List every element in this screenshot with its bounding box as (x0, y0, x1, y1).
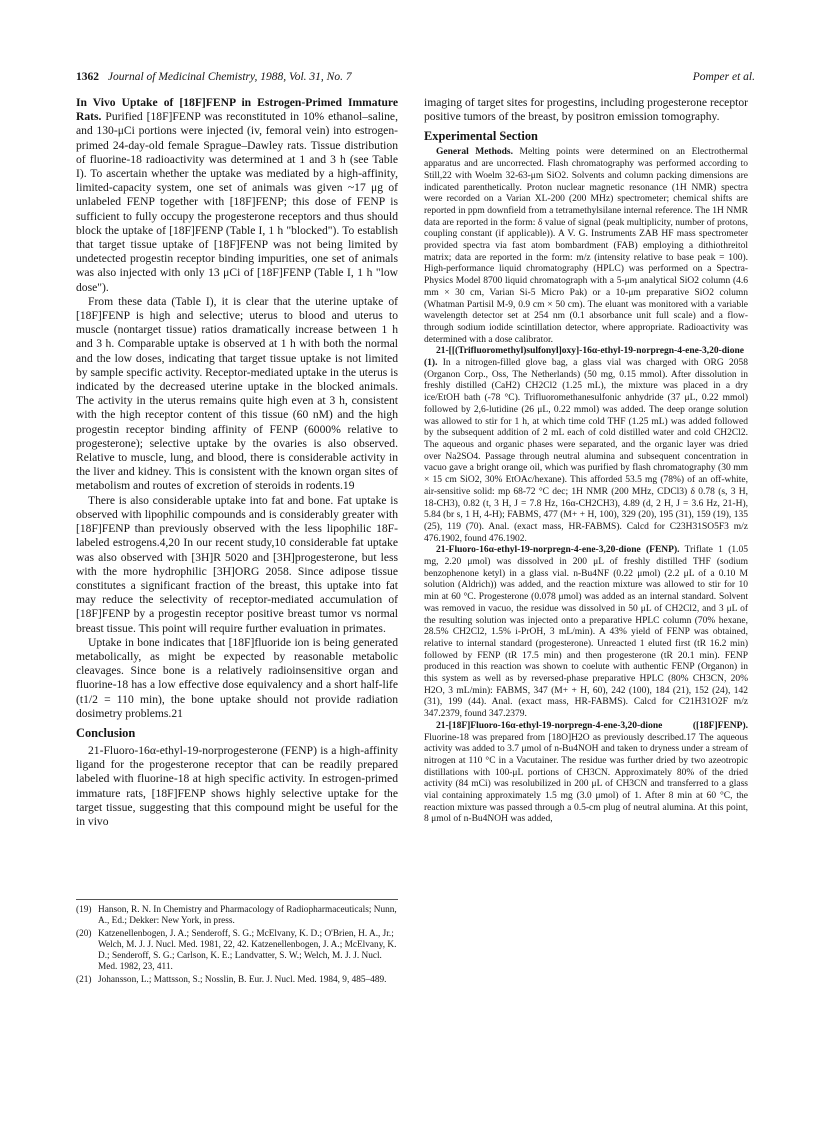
compound-heading: 21-[[(Trifluoromethyl)sulfonyl]oxy]-16α-ethyl-19-norpregn-4-ene-3,20-dione (1). (424, 346, 744, 369)
reference-text: Katzenellenbogen, J. A.; Senderoff, S. G.; McElvany, K. D.; O'Brien, H. A., Jr.; Welch, M. J. J. Nucl. Med. 1981, 22, 42. Katzenellenbogen, J. A.; McElvany, K. D.; Senderoff, S. G.; Carlson, K. E.; Landvatter, S. W.; Welch, M. J. J. Nucl. Med. 1982, 23, 411. (98, 928, 397, 973)
reference-item (76, 929, 398, 974)
paragraph-general-methods (424, 147, 748, 346)
paragraph-18f-fenp (424, 721, 748, 826)
paragraph-fat-bone: There is also considerable uptake into fat and bone. Fat uptake is observed with lipophilic compounds and is considerably greater with [18F]FENP than previously observed with the less lipophilic 18F-labeled estrogens.4,20 In our recent study,10 considerable fat uptake was also observed with [3H]R 5020 and [3H]progesterone, but less with the more hydrophilic [3H]ORG 2058. Since adipose tissue constitutes a significant fraction of the breast, this uptake into fat may reduce the selectivity of receptor-mediated accumulation of [18F]FENP by a progestin receptor positive breast tumor vs normal breast tissue. This point will require further evaluation in primates. (76, 493, 398, 635)
reference-item (76, 905, 398, 928)
section-heading-experimental: Experimental Section (424, 129, 538, 144)
paragraph-text: Melting points were determined on an Electrothermal apparatus and are uncorrected. Flash chromatography was performed according to Still,22 with Woelm 32-63-μm SiO2. Solvents and column packing dimensions are indicated parenthetically. Proton nuclear magnetic resonance (1H NMR) spectra were recorded on a Varian XL-200 (200 MHz) spectrometer; chemical shifts are reported in ppm downfield from a tetramethylsilane internal reference. The 1H NMR data are reported in the form: δ value of signal (peak multiplicity, number of protons, coupling constant (if applicable)). A V. G. Instruments ZAB HF mass spectrometer provided spectra via fast atom bombardment (FAB) employing a dithiothreitol matrix; data are reported in the form: m/z (intensity relative to base peak = 100). High-performance liquid chromatography (HPLC) was performed on a Spectra-Physics Model 8700 liquid chromatograph with a 5-μm analytical SiO2 column (4.6 mm × 30 cm, Varian Si-5 Micro Pak) or a 10-μm preparative SiO2 column (Whatman Partisil M-9, 0.9 cm × 50 cm). The eluant was monitored with a variable wavelength detector set at 254 nm (0.1 absorbance unit full scale) and a flow-through sodium iodide scintillation detector, where appropriate. Radioactivity was determined with a dose calibrator. (424, 147, 749, 345)
section-heading-conclusion: Conclusion (76, 725, 136, 740)
paragraph-in-vivo-uptake (76, 96, 398, 295)
reference-text: Johansson, L.; Mattsson, S.; Nosslin, B. Eur. J. Nucl. Med. 1984, 9, 485–489. (98, 974, 387, 985)
reference-text: Hanson, R. N. In Chemistry and Pharmacology of Radiopharmaceuticals; Nunn, A., Ed.; Dekker: New York, in press. (98, 905, 397, 927)
reference-number: (20) (76, 928, 92, 939)
reference-item (76, 975, 398, 986)
running-authors: Pomper et al. (692, 71, 755, 83)
running-header (76, 71, 755, 89)
paragraph-text: Purified [18F]FENP was reconstituted in 10% ethanol–saline, and 130-μCi portions were injected (iv, femoral vein) into estrogen-primed 24-day-old female Sprague–Dawley rats. Tissue distribution of fluorine-18 radioactivity was determined at 1 and 3 h (see Table I). To ascertain whether the uptake was mediated by a high-affinity, limited-capacity system, one set of animals was given ~17 μg of unlabeled FENP together with [18F]FENP; this dose of FENP is sufficient to fully occupy the progesterone receptors and thus should block the uptake of [18F]FENP (Table I, 1 h "blocked"). To establish that target tissue uptake of [18F]FENP was not being limited by undetected progestin receptor binding impurities, one set of animals was also injected with only 13 μCi of [18F]FENP (Table I, 1 h "low dose"). (76, 110, 398, 294)
paragraph-continuation: imaging of target sites for progestins, including progesterone receptor positive tumors of the breast, by positron emission tomography. (424, 96, 748, 124)
page-number: 1362 (76, 71, 99, 83)
reference-number: (21) (76, 974, 92, 985)
paragraph-fenp (424, 545, 748, 721)
paragraph-text: In a nitrogen-filled glove bag, a glass vial was charged with ORG 2058 (Organon Corp., Oss, The Netherlands) (50 mg, 0.15 mmol). After dissolution in freshly distilled (CaH2) CH2Cl2 (1.25 mL), the mixture was placed in a dry ice/EtOH bath (-78 °C). Trifluoromethanesulfonic anhydride (37 μL, 0.22 mmol) followed by 2,6-lutidine (26 μL, 0.22 mmol) was added. The deep orange solution was allowed to stir for 1 h, at which time cold THF (1.25 mL) was added followed by the subsequent addition of 2 mL each of cold distilled water and cold CH2Cl2. The aqueous and organic phases were separated, and the organic layer was dried over Na2SO4. Passage through neutral alumina and subsequent concentration in vacuo gave a bright orange oil, which was purified by flash chromatography (30 mm × 15 cm SiO2, 30% EtOAc/hexane). This afforded 53.5 mg (78%) of an off-white, air-sensitive solid: mp 68-72 °C dec; 1H NMR (200 MHz, CDCl3) δ 0.78 (s, 3 H, 18-CH3), 0.82 (t, 3 H, J = 7.8 Hz, 16α-CH2CH3), 4.89 (d, 2 H, J = 3.6 Hz, 21-H), 5.84 (br s, 1 H, 4-H); FABMS, 477 (M+ + H, 100), 329 (20), 195 (31), 159 (19), 135 (25), 119 (70). Anal. (exact mass, HR-FABMS). Calcd for C23H31SO5F3 m/z 476.1902, found 476.1902. (424, 358, 749, 544)
run-in-heading: In Vivo Uptake of [18F]FENP in Estrogen-Primed Immature Rats. (76, 96, 398, 124)
compound-heading: 21-Fluoro-16α-ethyl-19-norpregn-4-ene-3,20-dione (FENP). (436, 545, 680, 556)
paragraph-uterine-uptake: From these data (Table I), it is clear that the uterine uptake of [18F]FENP is high and selective; uterus to blood and uterus to muscle (nontarget tissue) ratios dramatically increase between 1 h and 3 h. Comparable uptake is observed at 1 h with both the normal and the low doses, indicating that target tissue uptake is not limited by sample specific activity. Receptor-mediated uptake in the uterus is indicated by the decreased uterine uptake in the blocked animals. The activity in the uterus remains quite high even at 3 h, consistent with the high receptor content of this tissue (60 nM) and the high progestin receptor binding affinity of FENP (6000% relative to progesterone); selective uptake by the ovaries is also observed. Relative to muscle, lung, and blood, there is considerable activity in the liver and kidney. This is consistent with the known organ sites of metabolism and routes of excretion of steroids in rodents.19 (76, 294, 398, 493)
paragraph-text: Triflate 1 (1.05 mg, 2.20 μmol) was dissolved in 200 μL of freshly distilled THF (sodium benzophenone ketyl) in a glass vial. n-Bu4NF (0.22 μmol) (2.2 μL of a 0.10 M solution (Aldrich)) was added, and the reaction mixture was allowed to stir for 10 min at 60 °C. Progesterone (0.078 μmol) was added as an internal standard. Solvent was removed in vacuo, the residue was dissolved in 50 μL of CH2Cl2, and 3 μL of the resulting solution was injected onto a preparative HPLC column (70% hexane, 28.5% CH2Cl2, 1.5% i-PrOH, 3 mL/min). A 43% yield of FENP was obtained, relative to internal standard (progesterone). Unreacted 1 eluted first (tR 16.2 min) followed by FENP (tR 17.5 min) and then progesterone (tR 20.1 min). FENP produced in this reaction was shown to coelute with authentic FENP (Organon) in this system as well as by reversed-phase preparative HPLC (80% CH3CN, 20% H2O, 3 mL/min): FABMS, 347 (M+ + H, 60), 242 (100), 184 (21), 152 (24), 142 (31), 199 (44). Anal. (exact mass, HR-FABMS). Calcd for C21H31O2F m/z 347.2379, found 347.2379. (424, 545, 748, 720)
right-column (424, 96, 748, 826)
reference-number: (19) (76, 905, 92, 915)
journal-citation: Journal of Medicinal Chemistry, 1988, Vol. 31, No. 7 (107, 71, 352, 83)
footnote-references (76, 899, 398, 987)
left-column (76, 96, 398, 829)
run-in-heading: General Methods. (436, 147, 513, 158)
compound-heading: 21-[18F]Fluoro-16α-ethyl-19-norpregn-4-ene-3,20-dione ([18F]FENP). (436, 720, 748, 731)
paragraph-text: Fluorine-18 was prepared from [18O]H2O as previously described.17 The aqueous activity was added to 3.7 μmol of n-Bu4NOH and taken to dryness under a stream of nitrogen at 110 °C in a Vacutainer. The residue was further dried by two azeotropic distillations with 100-μL portions of CH3CN. Approximately 80% of the dried activity (84 mCi) was resolubilized in 200 μL of CH3CN and transferred to a glass vial containing approximately 1.5 mg (3.0 μmol) of 1. After 8 min at 60 °C, the reaction mixture was passed through a 0.5-cm plug of neutral alumina. At this point, 8 μmol of n-Bu4NOH was added, (424, 732, 748, 825)
paragraph-compound-1 (424, 346, 748, 545)
paragraph-bone-uptake: Uptake in bone indicates that [18F]fluoride ion is being generated metabolically, as might be expected by reasonable metabolic cleavages. Since bone is a relatively radioinsensitive organ and fluorine-18 has a low effective dose equivalency and a short half-life (t1/2 = 110 min), the bone uptake should not provide radiation dosimetry problems.21 (76, 635, 398, 720)
paragraph-conclusion: 21-Fluoro-16α-ethyl-19-norprogesterone (FENP) is a high-affinity ligand for the progesterone receptor that can be readily prepared labeled with fluorine-18 at high specific activity. In estrogen-primed immature rats, [18F]FENP shows highly selective uptake for the target tissue, suggesting that this compound might be useful for the in vivo (76, 743, 398, 828)
